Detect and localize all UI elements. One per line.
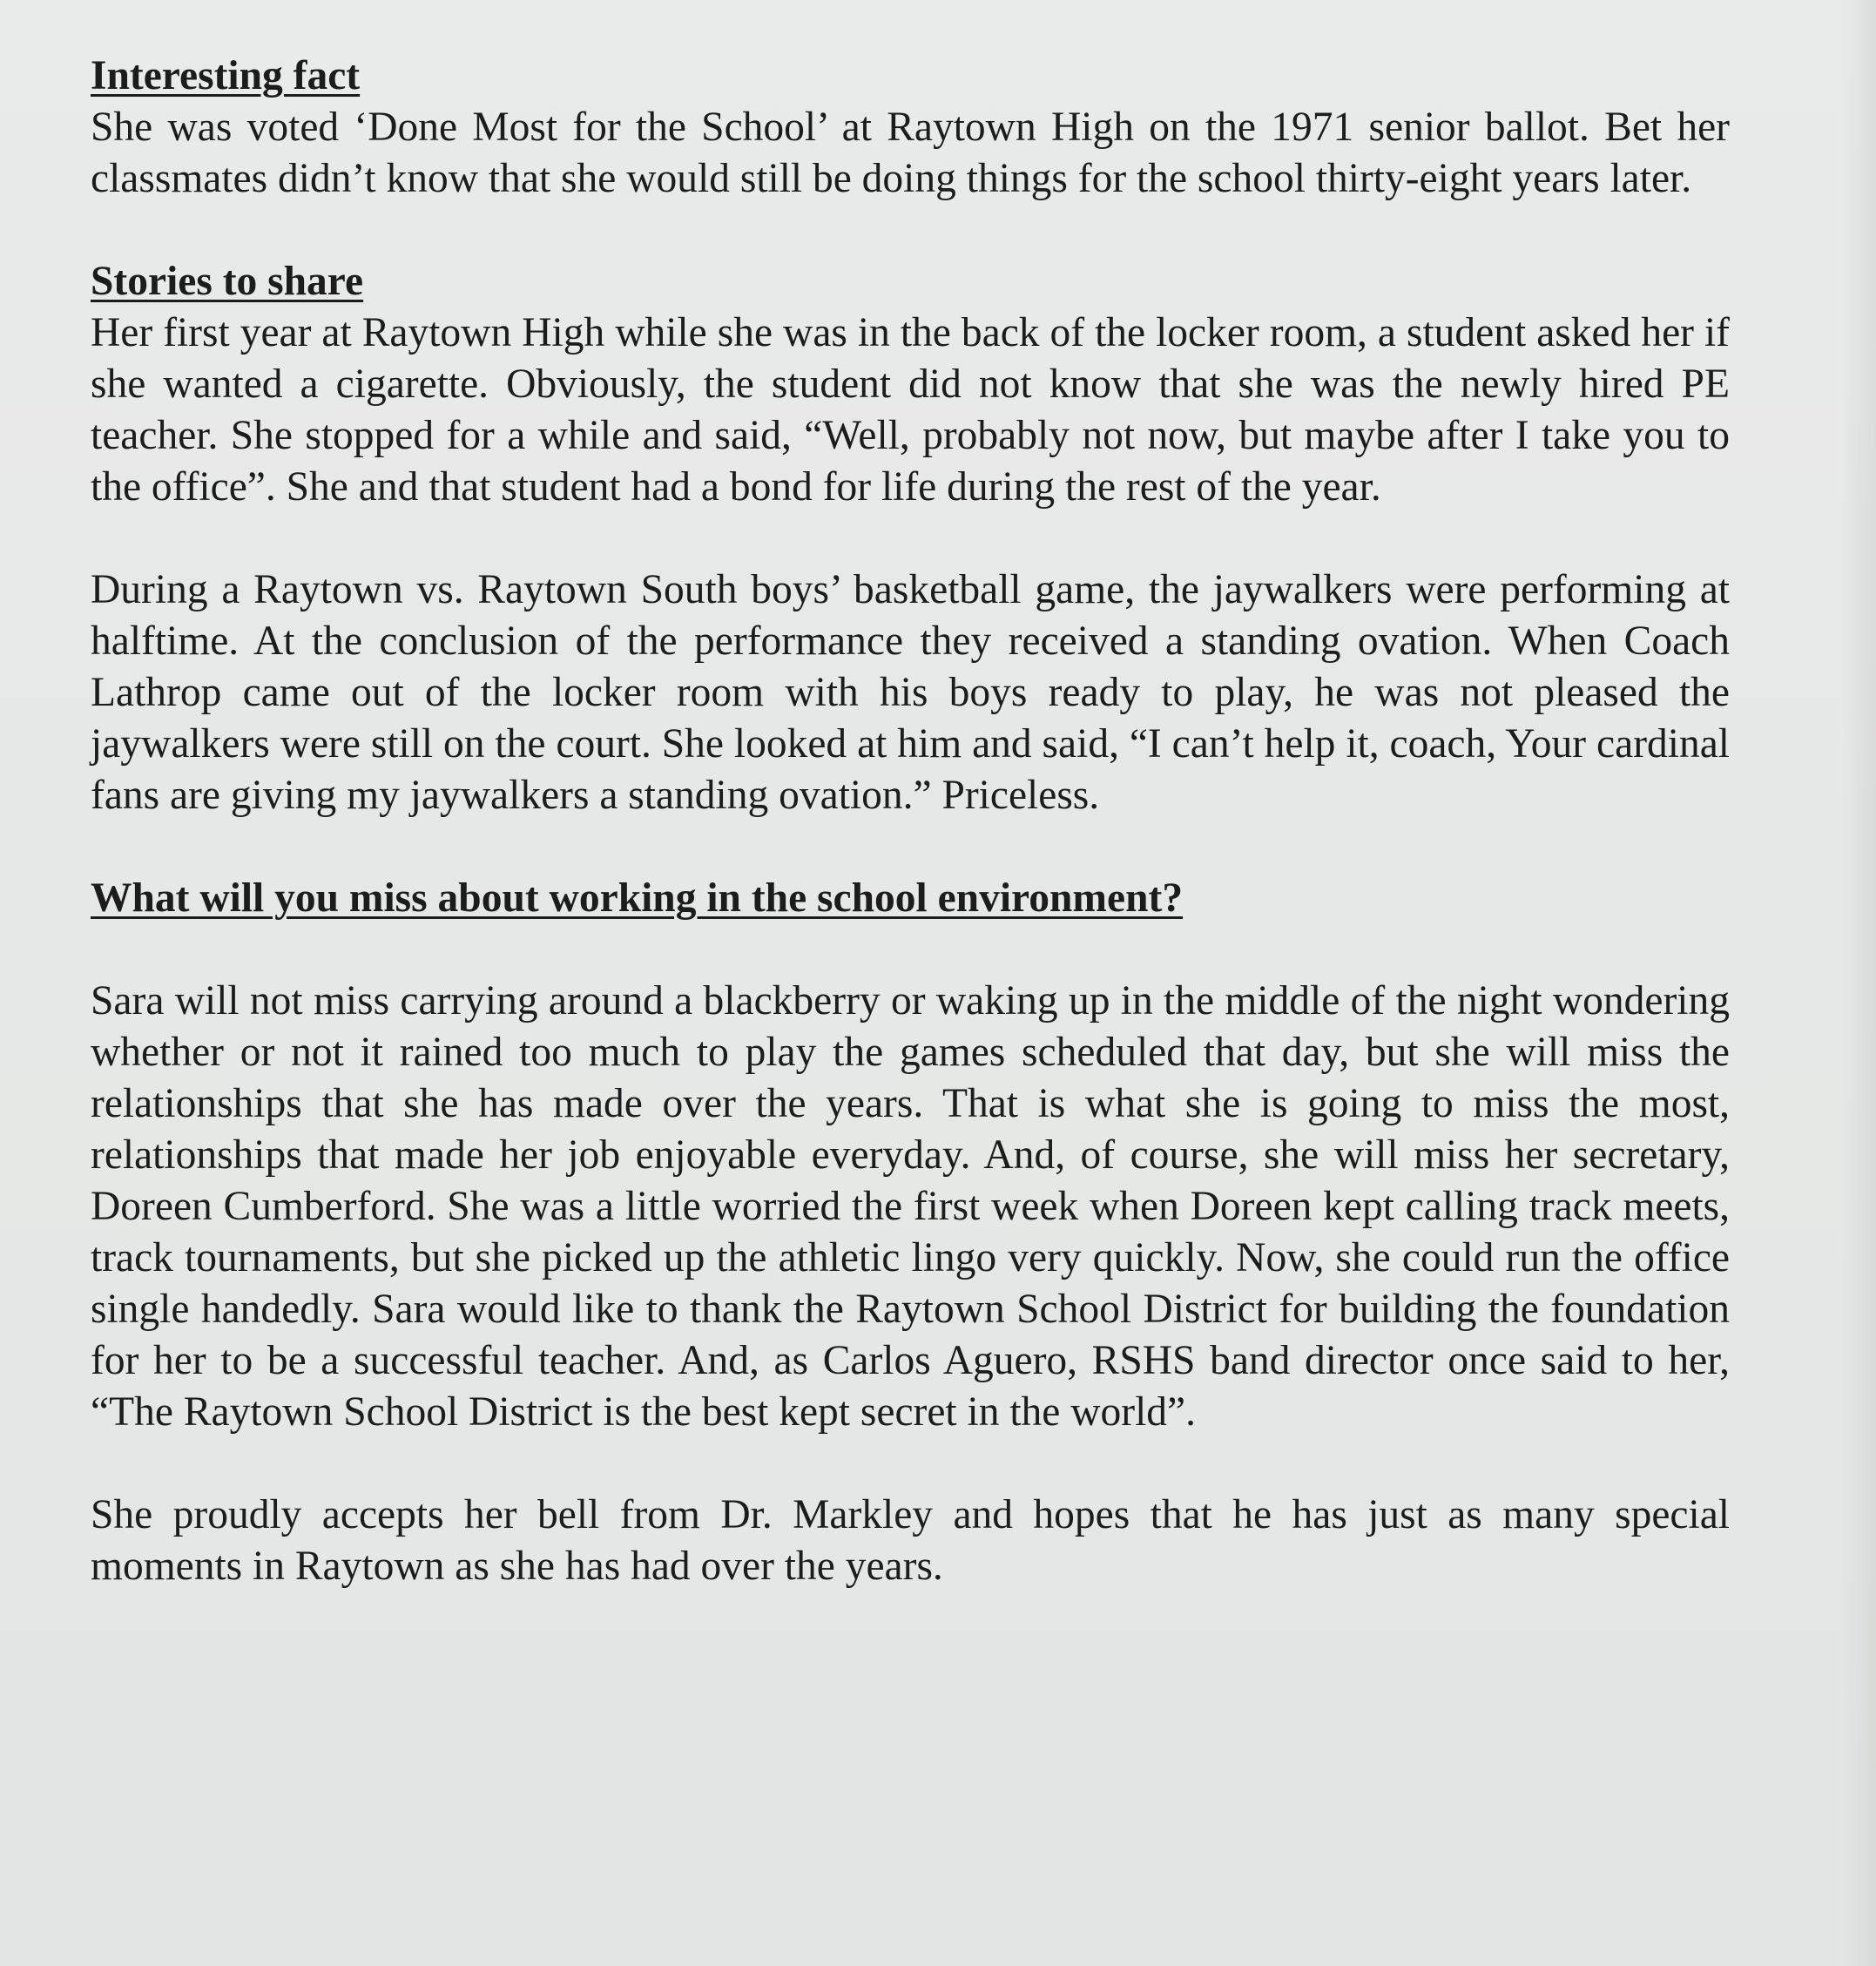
paragraph-miss-1: Sara will not miss carrying around a blackberry or waking up in the middle of the night wondering whether or not it rained too much to play the games scheduled that day, but she will miss the relationships that she has made over the years. That is what she is going to miss the most, relationships that made her job enjoyable everyday. And, of course, she will miss her secretary, Doreen Cumberford. She was a little worried the first week when Doreen kept calling track meets, track tournaments, but she picked up the athletic lingo very quickly. Now, she could run the office single handedly. Sara would like to thank the Raytown School District for building the foundation for her to be a successful teacher. And, as Carlos Aguero, RSHS band director once said to her, “The Raytown School District is the best kept secret in the world”. (91, 978, 1730, 1435)
section-spacer (91, 205, 1730, 256)
paragraph-spacer (91, 1438, 1730, 1490)
paragraph-spacer (91, 513, 1730, 564)
document-page (91, 51, 1730, 1592)
paragraph-interesting-fact: She was voted ‘Done Most for the School’ at Raytown High on the 1971 senior ballot. Bet her classmates didn’t know that she would still be doing things for the school thirty-eight years later. (91, 105, 1730, 201)
paragraph-spacer (91, 924, 1730, 976)
paragraph-stories-2: During a Raytown vs. Raytown South boys’ basketball game, the jaywalkers were performing at halftime. At the conclusion of the performance they received a standing ovation. When Coach Lathrop came out of the locker room with his boys ready to play, he was not pleased the jaywalkers were still on the court. She looked at him and said, “I can’t help it, coach, Your cardinal fans are giving my jaywalkers a standing ovation.” Priceless. (91, 567, 1730, 818)
section-spacer (91, 821, 1730, 873)
heading-stories: Stories to share (91, 259, 364, 304)
section-miss (91, 873, 1730, 1592)
paragraph-miss-2: She proudly accepts her bell from Dr. Markley and hopes that he has just as many special moments in Raytown as she has had over the years. (91, 1492, 1730, 1589)
page-edge-shadow (1841, 0, 1876, 1966)
section-interesting-fact (91, 51, 1730, 205)
heading-interesting-fact: Interesting fact (91, 53, 361, 98)
paragraph-stories-1: Her first year at Raytown High while she was in the back of the locker room, a student asked her if she wanted a cigarette. Obviously, the student did not know that she was the newly hired PE teacher. She stopped for a while and said, “Well, probably not now, but maybe after I take you to the office”. She and that student had a bond for life during the rest of the year. (91, 310, 1730, 510)
section-stories (91, 256, 1730, 821)
heading-miss: What will you miss about working in the school environment? (91, 875, 1184, 921)
